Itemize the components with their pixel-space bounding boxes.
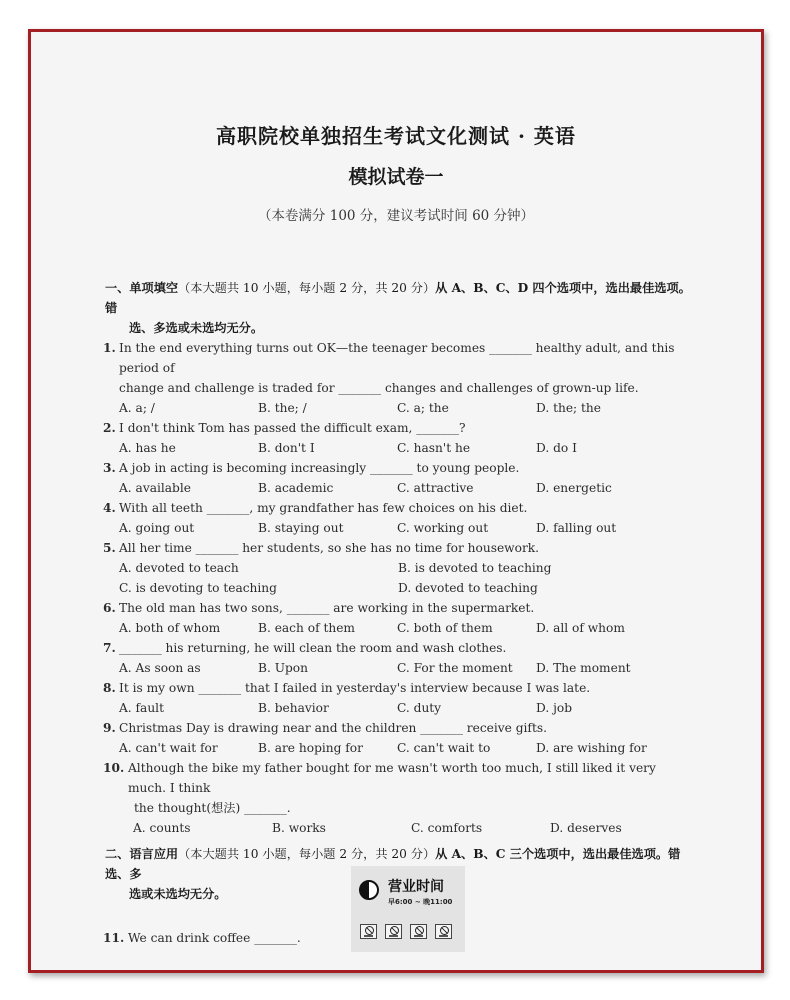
no-smoking-icon	[385, 924, 402, 939]
question-number: 6.	[103, 601, 116, 615]
option-c[interactable]: C. attractive	[397, 481, 474, 495]
sign-hours: 早6:00 ~ 晚11:00	[388, 898, 453, 906]
option-c[interactable]: C. can't wait to	[397, 741, 491, 755]
option-b[interactable]: B. are hoping for	[258, 741, 363, 755]
option-a[interactable]: A. devoted to teach	[119, 561, 239, 575]
sign-title: 营业时间	[388, 879, 444, 895]
exam-content	[103, 278, 693, 948]
question-4	[103, 498, 693, 518]
option-b[interactable]: B. Upon	[258, 661, 308, 675]
exam-note: （本卷满分 100 分，建议考试时间 60 分钟）	[257, 208, 535, 224]
question-text-cont: the thought(想法) _______.	[134, 801, 291, 815]
section2-scoring: （本大题共 10 小题，每小题 2 分，共 20 分）	[178, 847, 436, 861]
options-8	[103, 698, 693, 718]
sign-icon-row	[360, 924, 452, 939]
option-d[interactable]: D. The moment	[536, 661, 631, 675]
option-c[interactable]: C. both of them	[397, 621, 493, 635]
option-b[interactable]: B. staying out	[258, 521, 344, 535]
option-c[interactable]: C. a; the	[397, 401, 449, 415]
question-6	[103, 598, 693, 618]
option-d[interactable]: D. are wishing for	[536, 741, 647, 755]
option-b[interactable]: B. works	[272, 821, 326, 835]
option-c[interactable]: C. hasn't he	[397, 441, 471, 455]
exam-page	[28, 29, 764, 973]
options-3	[103, 478, 693, 498]
option-d[interactable]: D. falling out	[536, 521, 617, 535]
no-pets-icon	[360, 924, 377, 939]
option-c[interactable]: C. duty	[397, 701, 442, 715]
options-1	[103, 398, 693, 418]
question-text-cont: change and challenge is traded for _______ changes and challenges of grown-up life.	[119, 381, 639, 395]
question-5	[103, 538, 693, 558]
option-a[interactable]: A. counts	[133, 821, 191, 835]
option-c[interactable]: C. working out	[397, 521, 489, 535]
option-a[interactable]: A. As soon as	[119, 661, 201, 675]
question-text: It is my own _______ that I failed in yesterday's interview because I was late.	[119, 681, 591, 695]
section1-instruction-cont: 选、多选或未选均无分。	[129, 321, 264, 335]
clock-icon	[359, 880, 379, 900]
question-10	[103, 758, 693, 818]
question-text: The old man has two sons, _______ are working in the supermarket.	[119, 601, 535, 615]
option-b[interactable]: B. the; /	[258, 401, 307, 415]
question-text: _______ his returning, he will clean the room and wash clothes.	[119, 641, 507, 655]
no-photo-icon	[435, 924, 452, 939]
options-10	[103, 818, 693, 838]
options-9	[103, 738, 693, 758]
section2-title: 二、语言应用	[105, 847, 179, 861]
question-text: Christmas Day is drawing near and the children _______ receive gifts.	[119, 721, 547, 735]
question-text: In the end everything turns out OK—the teenager becomes _______ healthy adult, and this period of	[119, 341, 675, 375]
option-a[interactable]: A. fault	[119, 701, 164, 715]
option-a[interactable]: A. has he	[119, 441, 176, 455]
question-7	[103, 638, 693, 658]
question-1	[103, 338, 693, 398]
page-title: 高职院校单独招生考试文化测试 · 英语	[216, 124, 576, 148]
question-number: 2.	[103, 421, 116, 435]
question-9	[103, 718, 693, 738]
question-text: All her time _______ her students, so she has no time for housework.	[119, 541, 540, 555]
option-b[interactable]: B. behavior	[258, 701, 329, 715]
section2-instruction-cont: 选或未选均无分。	[129, 887, 227, 901]
question-text: With all teeth _______, my grandfather has few choices on his diet.	[119, 501, 528, 515]
question-number: 4.	[103, 501, 116, 515]
option-a[interactable]: A. available	[119, 481, 191, 495]
question-number: 5.	[103, 541, 116, 555]
option-a[interactable]: A. a; /	[119, 401, 155, 415]
question-text: Although the bike my father bought for me wasn't worth too much, I still liked it very much. I think	[128, 761, 656, 795]
question-2	[103, 418, 693, 438]
option-a[interactable]: A. can't wait for	[119, 741, 218, 755]
option-c[interactable]: C. is devoting to teaching	[119, 581, 277, 595]
option-a[interactable]: A. both of whom	[119, 621, 221, 635]
options-6	[103, 618, 693, 638]
question-number: 10.	[103, 761, 125, 775]
section1-scoring: （本大题共 10 小题，每小题 2 分，共 20 分）	[178, 281, 436, 295]
question-text: A job in acting is becoming increasingly _______ to young people.	[119, 461, 520, 475]
option-a[interactable]: A. going out	[119, 521, 195, 535]
option-b[interactable]: B. is devoted to teaching	[398, 561, 552, 575]
option-c[interactable]: C. For the moment	[397, 661, 513, 675]
option-d[interactable]: D. all of whom	[536, 621, 625, 635]
option-d[interactable]: D. do I	[536, 441, 577, 455]
question-text: I don't think Tom has passed the difficult exam, _______?	[119, 421, 466, 435]
question-text: We can drink coffee _______.	[128, 931, 301, 945]
option-d[interactable]: D. deserves	[550, 821, 622, 835]
question-8	[103, 678, 693, 698]
question-number: 3.	[103, 461, 116, 475]
options-7	[103, 658, 693, 678]
question-number: 11.	[103, 931, 125, 945]
question-3	[103, 458, 693, 478]
option-b[interactable]: B. each of them	[258, 621, 355, 635]
option-c[interactable]: C. comforts	[411, 821, 483, 835]
section2-instruction: 从 A、B、C 三个选项中，选出最佳选项。错选、多	[105, 847, 681, 881]
question-number: 8.	[103, 681, 116, 695]
options-2	[103, 438, 693, 458]
section1-instruction: 从 A、B、C、D 四个选项中，选出最佳选项。错	[105, 281, 691, 315]
options-5-row1	[103, 558, 693, 578]
option-d[interactable]: D. energetic	[536, 481, 612, 495]
options-5-row2	[103, 578, 693, 598]
option-b[interactable]: B. don't I	[258, 441, 315, 455]
question-number: 9.	[103, 721, 116, 735]
section1-title: 一、单项填空	[105, 281, 179, 295]
option-d[interactable]: D. job	[536, 701, 573, 715]
option-b[interactable]: B. academic	[258, 481, 334, 495]
option-d[interactable]: D. devoted to teaching	[398, 581, 538, 595]
page-subtitle: 模拟试卷一	[348, 166, 444, 188]
business-hours-sign	[351, 866, 465, 952]
question-number: 7.	[103, 641, 116, 655]
options-4	[103, 518, 693, 538]
option-d[interactable]: D. the; the	[536, 401, 601, 415]
section1-heading	[105, 278, 693, 338]
no-food-icon	[410, 924, 427, 939]
question-number: 1.	[103, 341, 116, 355]
